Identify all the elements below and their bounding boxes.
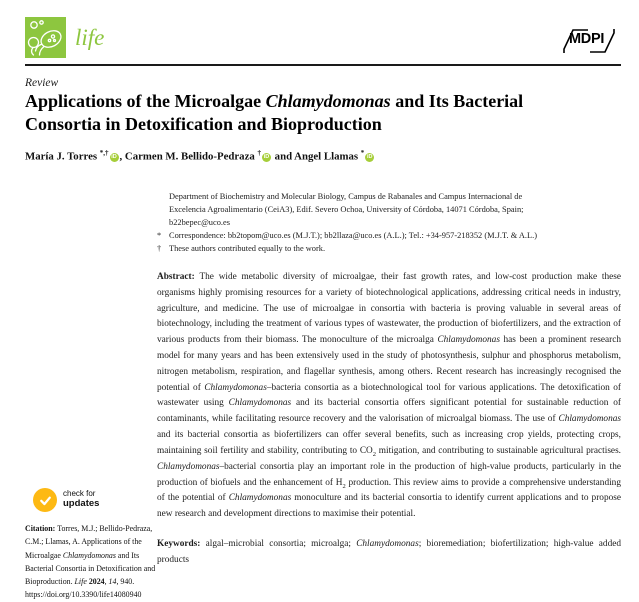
badge-line1: check for xyxy=(63,489,96,499)
contribution-text: These authors contributed equally to the work. xyxy=(169,244,326,254)
affiliation-block xyxy=(157,190,621,255)
affiliation-row xyxy=(157,190,621,229)
badge-line2: updates xyxy=(63,498,100,510)
footnote-marker: † xyxy=(157,244,162,254)
journal-logo[interactable] xyxy=(25,17,104,58)
mdpi-wordmark: MDPI xyxy=(569,31,605,47)
journal-name: life xyxy=(75,25,105,50)
check-for-updates-label xyxy=(63,490,99,510)
doi-link[interactable]: https://doi.org/10.3390/life14080940 xyxy=(25,590,142,600)
orcid-icon[interactable]: iD xyxy=(367,153,373,160)
page-title: Applications of the Microalgae Chlamydomonas and Its Bacterial Consortia in Detoxification and Bioproduction xyxy=(25,91,524,135)
orcid-icon[interactable]: iD xyxy=(111,153,117,160)
contribution-note xyxy=(157,242,621,255)
sidebar xyxy=(25,488,159,602)
checkmark-icon xyxy=(33,488,57,512)
correspondence-note xyxy=(157,229,621,242)
authors-line: María J. Torres *,† iD , Carmen M. Bellido-Pedraza † iD and Angel Llamas * iD xyxy=(25,149,373,163)
article-type-label: Review xyxy=(25,77,59,89)
header-divider xyxy=(25,64,621,66)
correspondence-text: Correspondence: bb2topom@uco.es (M.J.T.); bb2llaza@uco.es (A.L.); Tel.: +34-957-218352 (M.J.T. & A.L.) xyxy=(169,231,537,241)
life-logo-icon xyxy=(25,17,66,58)
mdpi-logo[interactable] xyxy=(560,23,618,59)
article-meta-column xyxy=(157,190,621,569)
orcid-icon[interactable]: iD xyxy=(263,153,270,160)
affiliation-text: Department of Biochemistry and Molecular Biology, Campus de Rabanales and Campus Internacional de Excelencia Agroalimentario (CeiA3), Edif. Severo Ochoa, University of Córdoba, 14071 Córdoba, Spain; b22bepec@uco.es xyxy=(169,192,524,228)
check-for-updates-badge[interactable] xyxy=(33,488,151,512)
abstract: Abstract: The wide metabolic diversity of microalgae, their fast growth rates, and low-cost production make these organisms highly promising resources for a variety of biotechnological applications, addressing critical needs in industry, agriculture, and medicine. The use of microalgae in consortia with bacteria is proving valuable in several areas of biotechnology, including the treatment of various types of wastewater, the production of biofertilizers, and the extraction of various products from their biomass. The monoculture of the microalga Chlamydomonas has been a prominent research model for many years and has been extensively used in the study of photosynthesis, sulphur and phosphorus metabolism, nitrogen metabolism, respiration, and flagellar synthesis, among others. Recent research has increasingly recognised the potential of Chlamydomonas–bacteria consortia as a biotechnological tool for various applications. The detoxification of wastewater using Chlamydomonas and its bacterial consortia offers significant potential for sustainable reduction of contaminants, while facilitating resource recovery and the valorisation of microalgal biomass. The use of Chlamydomonas and its bacterial consortia as biofertilizers can offer several benefits, such as increasing crop yields, protecting crops, maintaining soil fertility and stability, contributing to $CO_2$ mitigation, and contributing to sustainable agricultural practises. Chlamydomonas–bacterial consortia play an important role in the production of high-value products, particularly in the production of biofuels and the enhancement of $H_2$ production. This review aims to provide a comprehensive understanding of the potential of Chlamydomonas monoculture and its bacterial consortia to identify current applications and to propose new research and development directions to maximise their potential. xyxy=(157,272,622,520)
keywords: Keywords: algal–microbial consortia; microalga; Chlamydomonas; bioremediation; biofertilization; high-value added products xyxy=(157,539,621,565)
footnote-marker xyxy=(157,190,169,229)
footnote-marker: * xyxy=(157,231,162,241)
citation: Citation: Torres, M.J.; Bellido-Pedraza, C.M.; Llamas, A. Applications of the Microalgae Chlamydomonas and Its Bacterial Consortia in Detoxification and Bioproduction. Life 2024, 14, 940. https://doi.org/10.3390/life14080940 xyxy=(25,524,156,600)
